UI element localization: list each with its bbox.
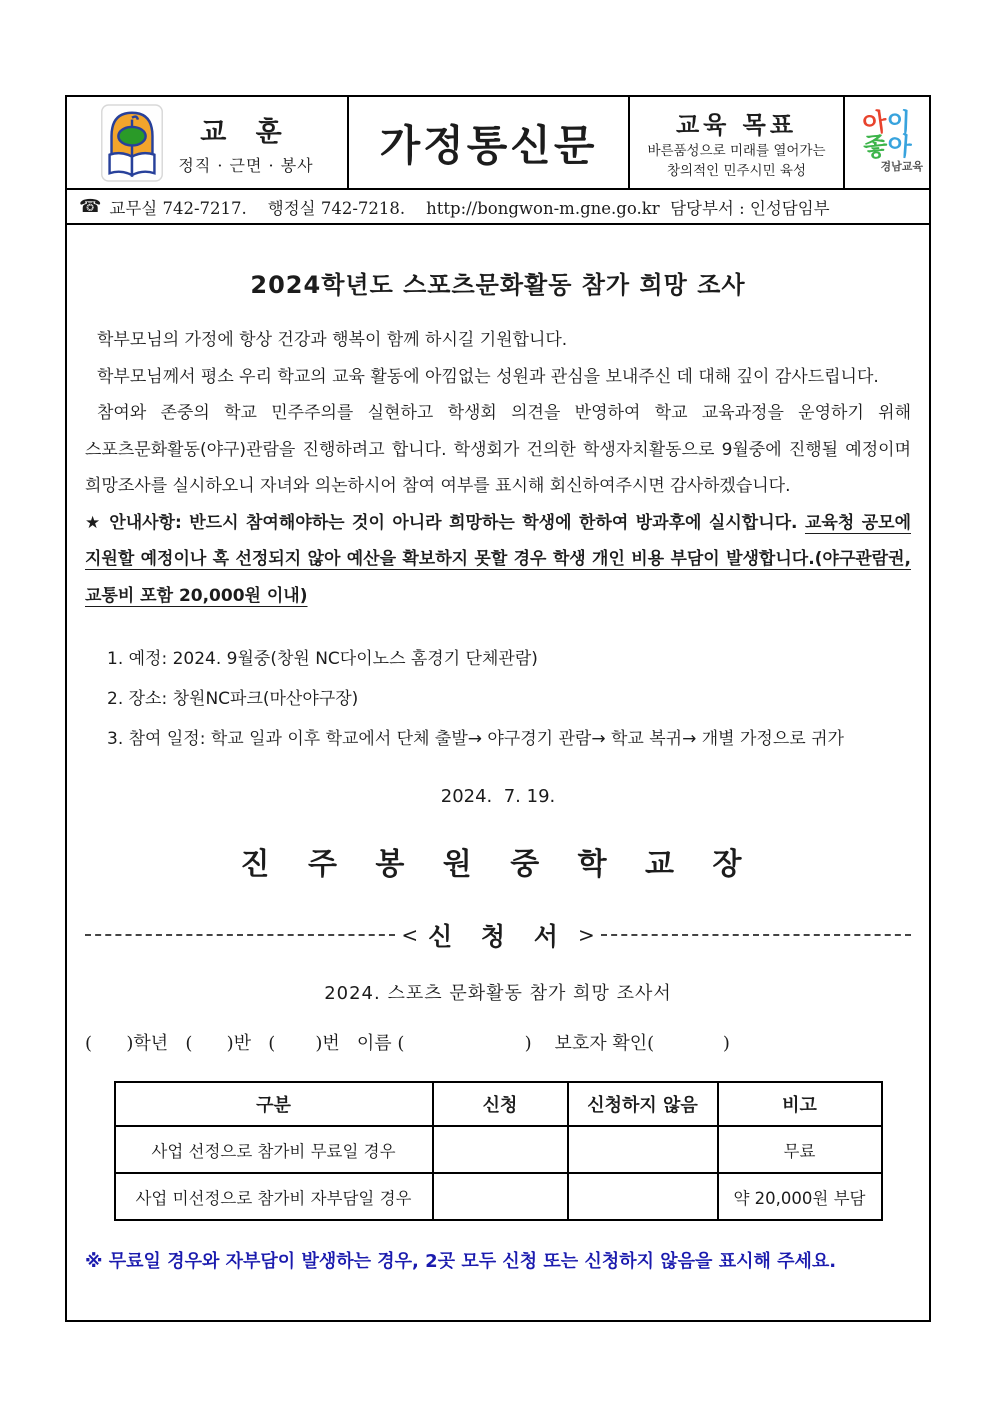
motto-values: 정직 · 근면 · 봉사 <box>178 155 314 175</box>
table-header-row <box>115 1082 882 1126</box>
column-header-not-apply: 신청하지 않음 <box>568 1082 718 1126</box>
brand-char-1: 아 <box>860 106 889 139</box>
notice-bold-text: ★ 안내사항: 반드시 참여해야하는 것이 아니라 희망하는 학생에 한하여 방과후에 실시합니다. <box>85 512 805 533</box>
list-item: 2. 장소: 창원NC파크(마산야구장) <box>107 689 359 710</box>
row-note-cell: 무료 <box>718 1126 882 1173</box>
motto-title: 교 훈 <box>200 116 292 148</box>
student-info-fill-line: ( )학년 ( )반 ( )번 이름 ( ) 보호자 확인( ) <box>85 1033 730 1055</box>
brand-logo-text <box>860 106 913 162</box>
apply-checkbox-cell[interactable] <box>433 1126 568 1173</box>
divider-close-bracket: > <box>577 923 595 948</box>
brand-org-label: 경남교육 <box>880 160 923 174</box>
notice-underlined-text: 교육청 공모에 지원할 예정이나 혹 선정되지 않아 예산을 확보하지 못할 경우 학생 개인 비용 부담이 발생합니다.(야구관람권, 교통비 포함 20,000원 이내) <box>85 512 911 606</box>
instruction-footnote: ※ 무료일 경우와 자부담이 발생하는 경우, 2곳 모두 신청 또는 신청하지 않음을 표시해 주세요. <box>85 1251 837 1273</box>
gyeongnam-education-logo <box>845 97 929 188</box>
application-section-title: 신 청 서 <box>428 922 568 952</box>
page-title: 2024학년도 스포츠문화활동 참가 희망 조사 <box>250 271 746 299</box>
goal-title: 교육 목표 <box>675 109 798 139</box>
school-emblem-icon <box>100 104 164 182</box>
row-category-cell: 사업 미선정으로 참가비 자부담일 경우 <box>115 1173 433 1220</box>
column-header-apply: 신청 <box>433 1082 568 1126</box>
contact-text: 교무실 742-7217. 행정실 742-7218. http://bongwon-m.gne.go.kr 담당부서 : 인성담임부 <box>109 198 830 218</box>
goal-subtitle-line1: 바른품성으로 미래를 열어가는 <box>647 142 826 159</box>
principal-signature: 진 주 봉 원 중 학 교 장 <box>240 847 756 883</box>
not-apply-checkbox-cell[interactable] <box>568 1126 718 1173</box>
notice-paragraph <box>85 505 911 615</box>
goal-subtitle-line2: 창의적인 민주시민 육성 <box>667 163 806 179</box>
application-divider <box>85 917 911 953</box>
divider-dash-left <box>85 934 395 936</box>
issue-date: 2024. 7. 19. <box>440 786 556 808</box>
header <box>65 95 931 225</box>
document-type-title: 가정통신문 <box>347 97 630 188</box>
row-note-cell: 약 20,000원 부담 <box>718 1173 882 1220</box>
body-paragraph: 참여와 존중의 학교 민주주의를 실현하고 학생회 의견을 반영하여 학교 교육과정을 운영하기 위해 스포츠문화활동(야구)관람을 진행하려고 합니다. 학생회가 건의한 학생자치활동으로 9월중에 진행될 예정이며 희망조사를 실시하오니 자녀와 의논하시어 참여 여부를 표시해 회신하여주시면 감사하겠습니다. <box>85 403 911 497</box>
body-paragraph: 학부모님의 가정에 항상 건강과 행복이 함께 하시길 기원합니다. <box>97 330 568 350</box>
column-header-category: 구분 <box>115 1082 433 1126</box>
education-goal-cell <box>630 97 845 188</box>
row-category-cell: 사업 선정으로 참가비 무료일 경우 <box>115 1126 433 1173</box>
table-row <box>115 1173 882 1220</box>
column-header-note: 비고 <box>718 1082 882 1126</box>
brand-char-4: 아 <box>886 130 913 161</box>
main-content-box <box>65 225 931 1322</box>
phone-icon: ☎ <box>79 196 102 217</box>
brand-char-3: 좋 <box>862 130 889 162</box>
table-row <box>115 1126 882 1173</box>
school-motto-cell <box>67 97 347 188</box>
application-table <box>114 1081 883 1221</box>
brand-char-2: 이 <box>886 106 912 137</box>
list-item: 1. 예정: 2024. 9월중(창원 NC다이노스 홈경기 단체관람) <box>107 649 538 670</box>
school-motto <box>178 110 313 176</box>
body-paragraph: 학부모님께서 평소 우리 학교의 교육 활동에 아낌없는 성원과 관심을 보내주신 데 대해 깊이 감사드립니다. <box>97 366 879 387</box>
divider-dash-right <box>601 934 911 936</box>
application-form-title: 2024. 스포츠 문화활동 참가 희망 조사서 <box>324 983 672 1005</box>
notice-document <box>65 95 931 1322</box>
contact-info-row <box>67 190 929 223</box>
list-item: 3. 참여 일정: 학교 일과 이후 학교에서 단체 출발→ 야구경기 관람→ 학교 복귀→ 개별 가정으로 귀가 <box>107 729 844 750</box>
info-list <box>85 640 911 760</box>
apply-checkbox-cell[interactable] <box>433 1173 568 1220</box>
header-top-row <box>67 97 929 190</box>
not-apply-checkbox-cell[interactable] <box>568 1173 718 1220</box>
divider-open-bracket: < <box>401 923 419 948</box>
